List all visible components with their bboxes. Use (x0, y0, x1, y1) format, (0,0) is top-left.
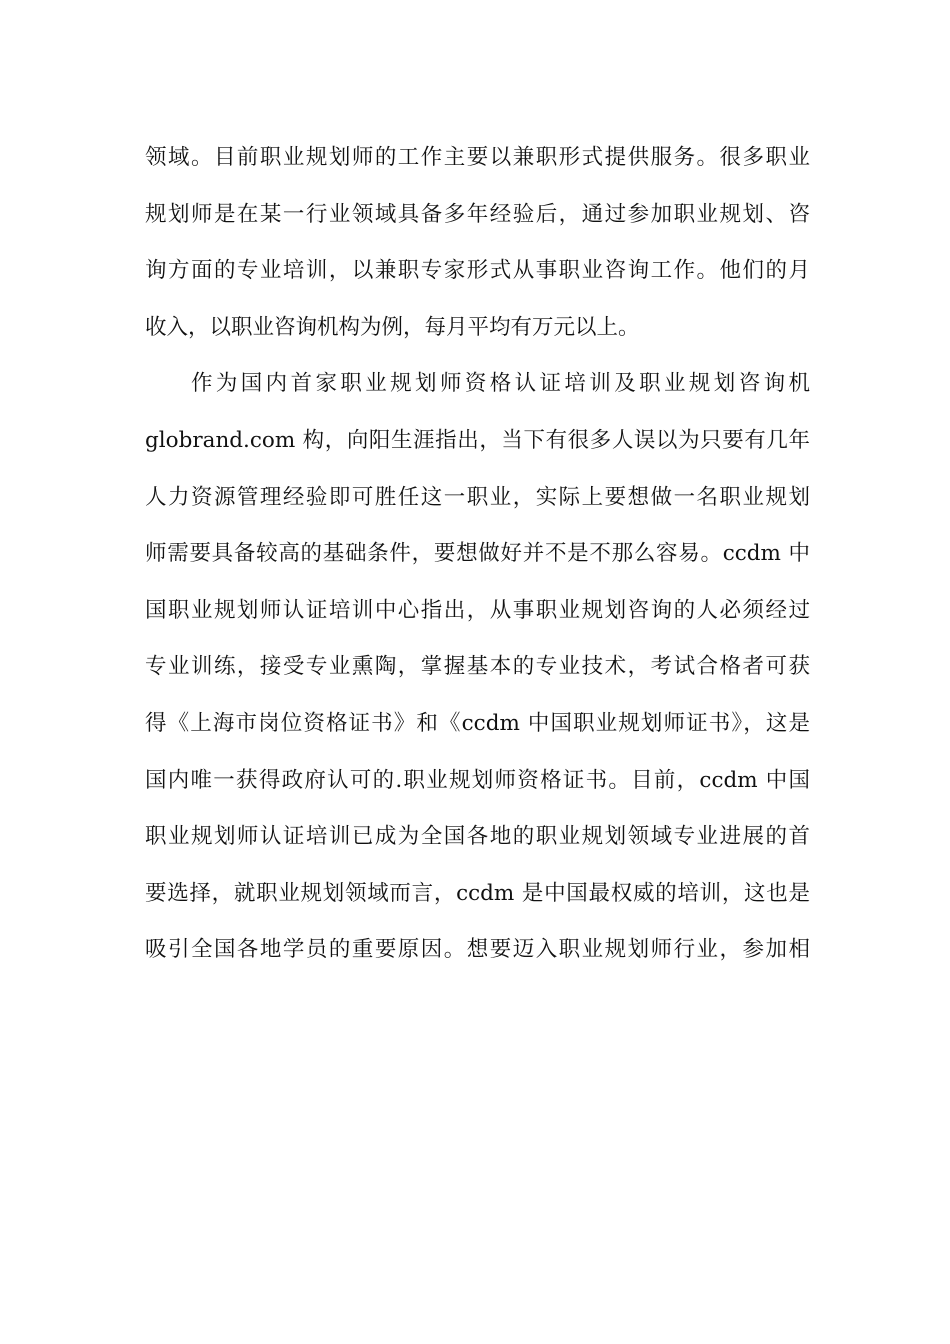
text-line: 国内唯一获得政府认可的.职业规划师资格证书。目前，ccdm 中国 (145, 767, 810, 793)
text-line: 师需要具备较高的基础条件，要想做好并不是不那么容易。ccdm 中 (145, 541, 810, 567)
text-line: 领域。目前职业规划师的工作主要以兼职形式提供服务。很多职业 (145, 145, 810, 170)
text-line: 询方面的专业培训，以兼职专家形式从事职业咨询工作。他们的月 (145, 258, 810, 284)
text-line: 收入，以职业咨询机构为例，每月平均有万元以上。 (145, 314, 640, 340)
text-line: 得《上海市岗位资格证书》和《ccdm 中国职业规划师证书》，这是 (145, 710, 810, 736)
text-line: 职业规划师认证培训已成为全国各地的职业规划领域专业进展的首 (145, 824, 810, 850)
text-line: 人力资源管理经验即可胜任这一职业，实际上要想做一名职业规划 (145, 484, 810, 510)
text-line: globrand.com 构，向阳生涯指出，当下有很多人误以为只要有几年 (145, 427, 810, 453)
paragraph-2 (145, 356, 810, 979)
text-line: 要选择，就职业规划领域而言，ccdm 是中国最权威的培训，这也是 (145, 880, 810, 906)
body-text (145, 130, 810, 979)
text-line: 作为国内首家职业规划师资格认证培训及职业规划咨询机 (191, 371, 810, 397)
paragraph-1 (145, 130, 810, 356)
text-line: 规划师是在某一行业领域具备多年经验后，通过参加职业规划、咨 (145, 201, 810, 227)
text-line: 吸引全国各地学员的重要原因。想要迈入职业规划师行业，参加相 (145, 937, 810, 963)
text-line: 国职业规划师认证培训中心指出，从事职业规划咨询的人必须经过 (145, 597, 810, 623)
text-line: 专业训练，接受专业熏陶，掌握基本的专业技术，考试合格者可获 (145, 654, 810, 680)
